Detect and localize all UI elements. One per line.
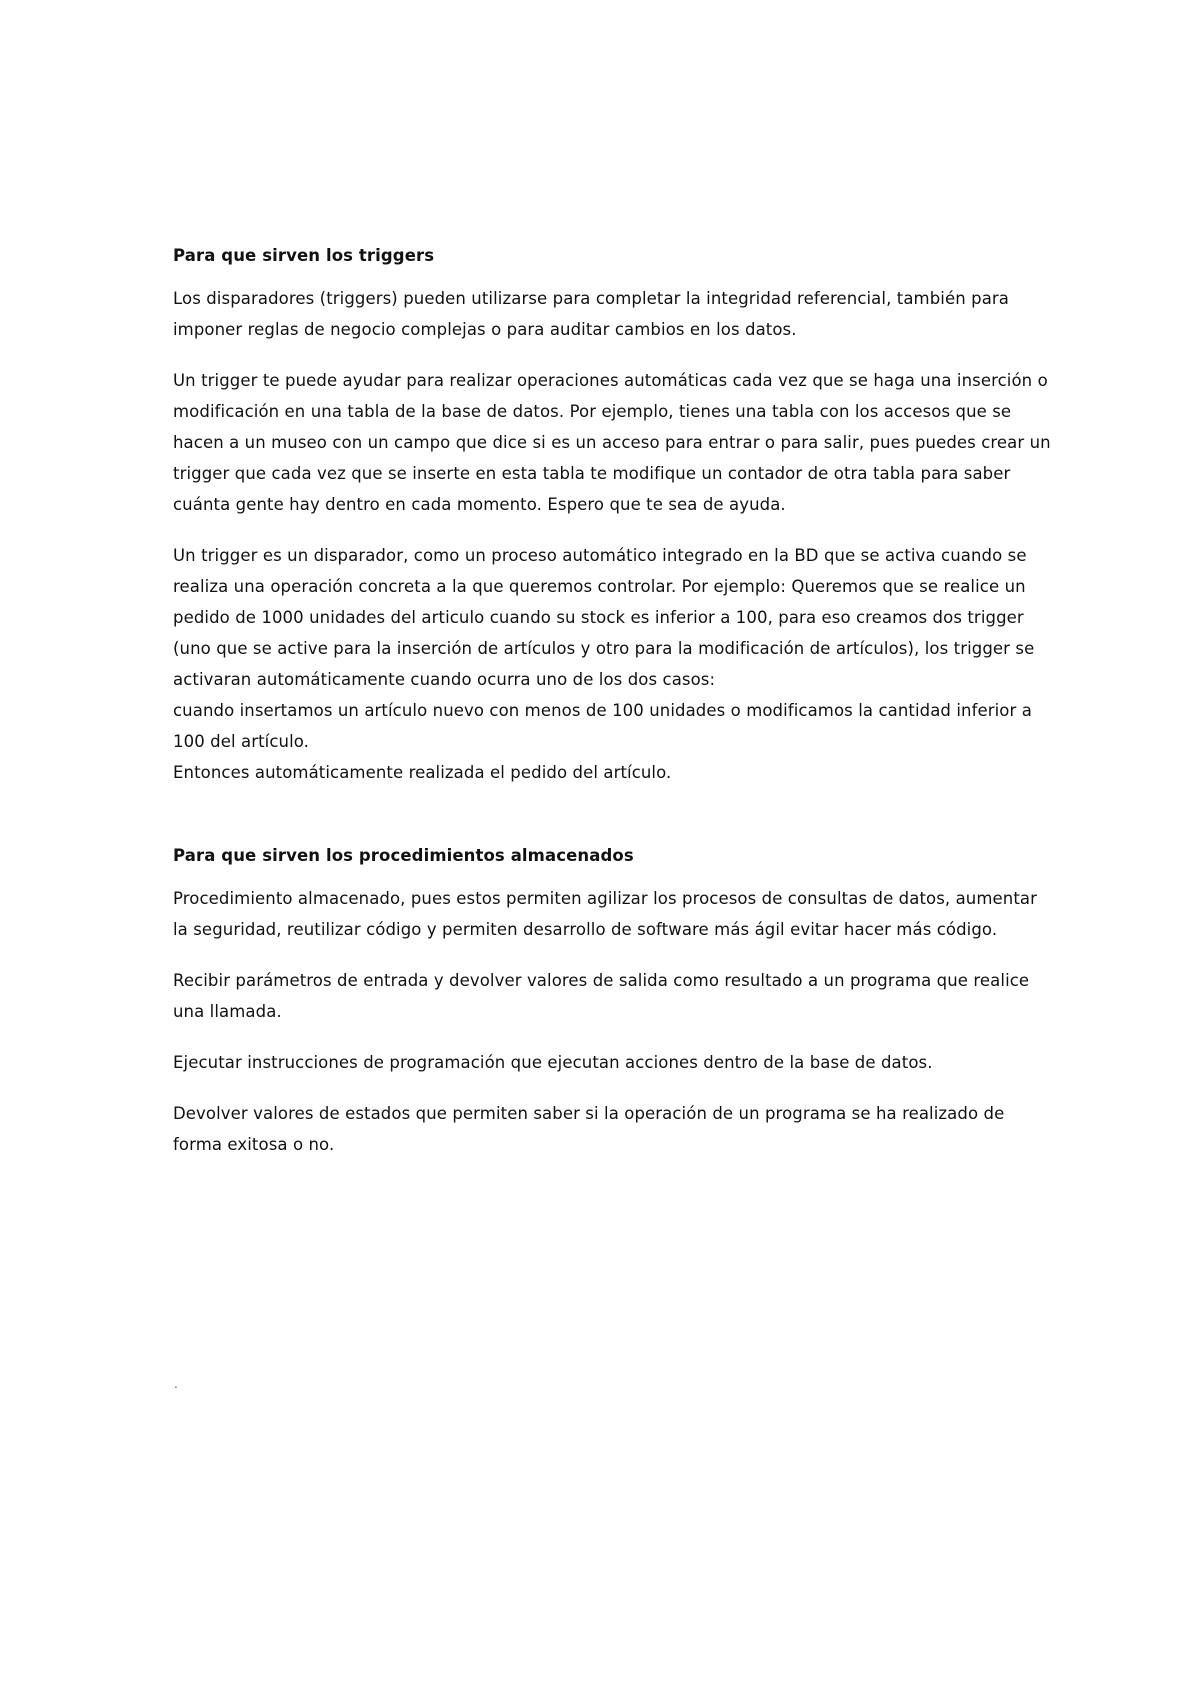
paragraph-triggers-result: Entonces automáticamente realizada el pedido del artículo. bbox=[173, 763, 672, 782]
paragraph-procedures-params: Recibir parámetros de entrada y devolver valores de salida como resultado a un programa que realice una llamada. bbox=[173, 971, 1030, 1021]
section-heading-procedures: Para que sirven los procedimientos almacenados bbox=[173, 846, 634, 865]
paragraph-procedures-status: Devolver valores de estados que permiten saber si la operación de un programa se ha realizado de forma exitosa o no. bbox=[173, 1104, 1005, 1154]
document-body bbox=[173, 240, 1053, 1180]
paragraph-triggers-example: Un trigger te puede ayudar para realizar operaciones automáticas cada vez que se haga una inserción o modificación en una tabla de la base de datos. Por ejemplo, tienes una tabla con los accesos que se hacen a un museo con un campo que dice si es un acceso para entrar o para salir, pues puedes crear un trigger que cada vez que se inserte en esta tabla te modifique un contador de otra tabla para saber cuánta gente hay dentro en cada momento. Espero que te sea de ayuda. bbox=[173, 371, 1051, 514]
section-spacer bbox=[173, 788, 1053, 840]
paragraph-triggers-case: cuando insertamos un artículo nuevo con menos de 100 unidades o modificamos la cantidad inferior a 100 del artículo. bbox=[173, 701, 1032, 751]
section-heading-triggers: Para que sirven los triggers bbox=[173, 246, 435, 265]
paragraph-procedures-intro: Procedimiento almacenado, pues estos permiten agilizar los procesos de consultas de datos, aumentar la seguridad, reutilizar código y permiten desarrollo de software más ágil evitar hacer más código. bbox=[173, 889, 1038, 939]
paragraph-procedures-execute: Ejecutar instrucciones de programación que ejecutan acciones dentro de la base de datos. bbox=[173, 1053, 933, 1072]
paragraph-triggers-disparador: Un trigger es un disparador, como un proceso automático integrado en la BD que se activa cuando se realiza una operación concreta a la que queremos controlar. Por ejemplo: Queremos que se realice un pedido de 1000 unidades del articulo cuando su stock es inferior a 100, para eso creamos dos trigger (uno que se active para la inserción de artículos y otro para la modificación de artículos), los trigger se activaran automáticamente cuando ocurra uno de los dos casos: bbox=[173, 546, 1035, 689]
paragraph-triggers-definition: Los disparadores (triggers) pueden utilizarse para completar la integridad referencial, también para imponer reglas de negocio complejas o para auditar cambios en los datos. bbox=[173, 289, 1010, 339]
footer-dot: . bbox=[174, 1377, 178, 1391]
